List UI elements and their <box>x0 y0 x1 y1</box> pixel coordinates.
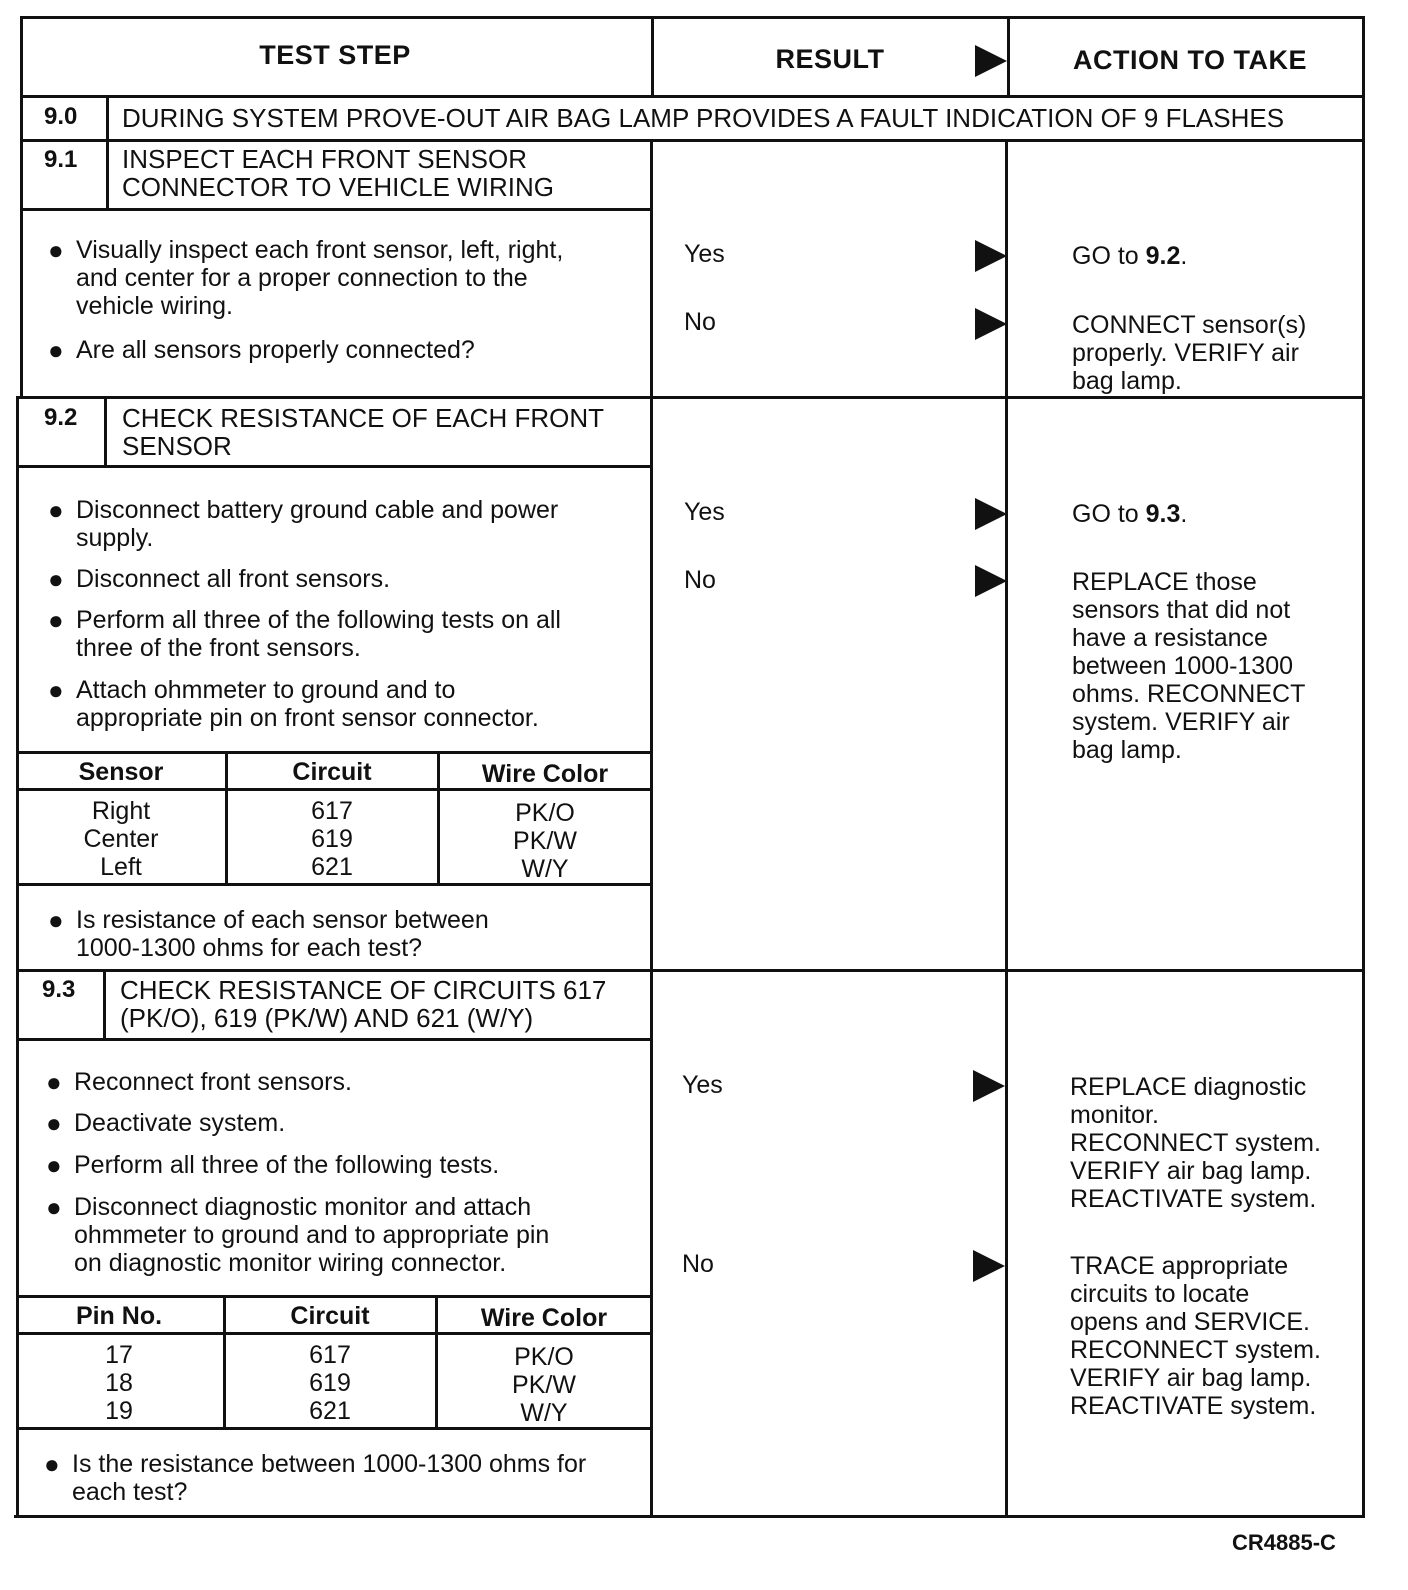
step-9-3-bullet-5: ● Is the resistance between 1000-1300 ohms for each test? <box>44 1449 587 1506</box>
table2-col-circuit <box>226 1341 434 1425</box>
border-top <box>20 16 1365 19</box>
step-9-3-number: 9.3 <box>42 976 76 1003</box>
step-9-2-no-action: REPLACE those sensors that did not have a resistance between 1000-1300 ohms. RECONNECT system. VERIFY air bag lamp. <box>1072 568 1306 764</box>
table1-col-wire-color <box>440 799 650 883</box>
step-9-1-result-yes: Yes <box>684 240 725 268</box>
figure-code: CR4885-C <box>1232 1530 1336 1555</box>
step-9-3-title-line2: (PK/O), 619 (PK/W) AND 621 (W/Y) <box>120 1003 534 1033</box>
table-cell: 619 <box>309 1369 351 1397</box>
table-cell: W/Y <box>521 855 569 883</box>
table-cell: 621 <box>309 1397 351 1425</box>
table-cell: PK/O <box>514 1343 574 1371</box>
step-9-2-bullet-3: ● Perform all three of the following tests on all three of the front sensors. <box>48 605 561 662</box>
table2-header-pin-no: Pin No. <box>75 1302 163 1330</box>
table-cell: 619 <box>311 825 353 853</box>
bullet-icon: ● <box>46 1150 62 1180</box>
table-cell: PK/O <box>515 799 575 827</box>
step-9-2-number: 9.2 <box>44 404 78 431</box>
step-9-2-title-line2: SENSOR <box>122 431 232 461</box>
divider-result-action <box>1007 16 1010 96</box>
step-9-1-title-line1: INSPECT EACH FRONT SENSOR <box>122 144 527 174</box>
step-9-3-bullet-4: ● Disconnect diagnostic monitor and attach ohmmeter to ground and to appropriate pin on diagnostic monitor wiring connector. <box>46 1192 550 1277</box>
bullet-icon: ● <box>48 605 64 635</box>
table2-col-wire-color <box>438 1343 650 1427</box>
step-9-2-title-line1: CHECK RESISTANCE OF EACH FRONT <box>122 403 605 433</box>
header-result: RESULT <box>775 44 885 74</box>
step-9-3-title-line1: CHECK RESISTANCE OF CIRCUITS 617 <box>120 975 607 1005</box>
header-action: ACTION TO TAKE <box>1073 45 1307 75</box>
step-9-1-yes-action: GO to 9.2. <box>1072 242 1188 270</box>
step-9-2-yes-action: GO to 9.3. <box>1072 500 1188 528</box>
bullet-icon: ● <box>44 1449 60 1479</box>
step-9-1-title-line <box>20 208 652 211</box>
step-9-1-number: 9.1 <box>44 146 78 173</box>
table-cell: 17 <box>105 1341 133 1369</box>
step-9-2-bullet-2: ● Disconnect all front sensors. <box>48 564 391 594</box>
table1-col-circuit <box>228 797 436 881</box>
divider-step-result-lower <box>650 140 653 1518</box>
step-9-2-bullet-1: ● Disconnect battery ground cable and power supply. <box>48 495 559 552</box>
table-cell: PK/W <box>512 1371 576 1399</box>
table2-top <box>16 1295 652 1298</box>
step-9-2-title-line <box>16 465 652 468</box>
step-9-1-result-no: No <box>684 308 716 336</box>
step-9-2-result-no: No <box>684 566 716 594</box>
row-9-0-bottom-line <box>20 139 1365 142</box>
table-cell: 617 <box>311 797 353 825</box>
bullet-icon: ● <box>46 1108 62 1138</box>
step-9-1-title-line2: CONNECTOR TO VEHICLE WIRING <box>122 172 554 202</box>
step-9-3-title-line <box>16 1038 652 1041</box>
step-9-3-result-no: No <box>682 1250 714 1278</box>
table1-header-wire-color: Wire Color <box>481 760 609 788</box>
step-9-3-no-arrow-icon <box>973 1250 1005 1282</box>
step-9-1-bullet-2: ● Are all sensors properly connected? <box>48 335 475 365</box>
bullet-icon: ● <box>48 675 64 705</box>
step-9-2-result-yes: Yes <box>684 498 725 526</box>
step-9-1-no-arrow-icon <box>975 308 1007 340</box>
bullet-icon: ● <box>48 564 64 594</box>
bullet-icon: ● <box>48 905 64 935</box>
table2-header-wire-color: Wire Color <box>480 1304 608 1332</box>
divider-result-action-lower <box>1005 140 1008 1518</box>
row-9-0-title: DURING SYSTEM PROVE-OUT AIR BAG LAMP PROVIDES A FAULT INDICATION OF 9 FLASHES <box>122 103 1285 133</box>
step-9-1-no-action: CONNECT sensor(s) properly. VERIFY air bag lamp. <box>1072 311 1307 395</box>
bullet-icon: ● <box>48 335 64 365</box>
step-9-2-num-divider <box>104 396 107 466</box>
divider-step-result <box>651 16 654 96</box>
table-cell: 19 <box>105 1397 133 1425</box>
table1-bottom <box>16 883 652 886</box>
border-bottom <box>14 1515 1363 1518</box>
table2-bottom <box>16 1427 652 1430</box>
step-9-2-yes-arrow-icon <box>975 498 1007 530</box>
table-cell: 617 <box>309 1341 351 1369</box>
header-test-step: TEST STEP <box>259 40 411 70</box>
step-9-3-result-yes: Yes <box>682 1071 723 1099</box>
step-9-3-bullet-3: ● Perform all three of the following tests. <box>46 1150 500 1180</box>
step-9-3-bullet-2: ● Deactivate system. <box>46 1108 286 1138</box>
step-9-2-bullet-5: ● Is resistance of each sensor between 1000-1300 ohms for each test? <box>48 905 489 962</box>
table1-header-circuit: Circuit <box>292 758 372 786</box>
table1-col-sensor <box>18 797 224 881</box>
table-cell: Left <box>100 853 142 881</box>
step-9-3-no-action: TRACE appropriate circuits to locate opens and SERVICE. RECONNECT system. VERIFY air bag lamp. REACTIVATE system. <box>1070 1252 1321 1420</box>
bullet-icon: ● <box>46 1192 62 1222</box>
table1-top <box>16 751 652 754</box>
border-left <box>20 16 23 398</box>
table2-header-circuit: Circuit <box>290 1302 370 1330</box>
step-9-1-bottom-line <box>16 396 1365 399</box>
header-bottom-line <box>20 95 1365 98</box>
table1-header-sensor: Sensor <box>78 758 164 786</box>
bullet-icon: ● <box>48 235 64 265</box>
header-arrow-icon <box>975 45 1007 77</box>
step-9-2-no-arrow-icon <box>975 565 1007 597</box>
step-9-1-yes-arrow-icon <box>975 240 1007 272</box>
step-9-3-yes-action: REPLACE diagnostic monitor. RECONNECT system. VERIFY air bag lamp. REACTIVATE system. <box>1070 1073 1321 1213</box>
table2-col-pin-no <box>16 1341 222 1425</box>
step-9-2-bullet-4: ● Attach ohmmeter to ground and to appropriate pin on front sensor connector. <box>48 675 539 732</box>
row-9-0-number: 9.0 <box>44 103 78 130</box>
table-cell: 621 <box>311 853 353 881</box>
table-cell: Center <box>83 825 159 853</box>
bullet-icon: ● <box>46 1067 62 1097</box>
table-cell: 18 <box>105 1369 133 1397</box>
table-cell: Right <box>91 797 151 825</box>
step-9-3-yes-arrow-icon <box>973 1070 1005 1102</box>
step-9-3-bullet-1: ● Reconnect front sensors. <box>46 1067 352 1097</box>
border-right <box>1362 16 1365 1518</box>
table-cell: PK/W <box>513 827 577 855</box>
row-9-0-num-divider <box>106 95 109 209</box>
table-cell: W/Y <box>520 1399 568 1427</box>
step-9-2-bottom-line <box>16 969 1365 972</box>
step-9-3-num-divider <box>103 969 106 1039</box>
step-9-1-bullet-1: ● Visually inspect each front sensor, left, right, and center for a proper connection to the vehicle wiring. <box>48 235 564 320</box>
bullet-icon: ● <box>48 495 64 525</box>
